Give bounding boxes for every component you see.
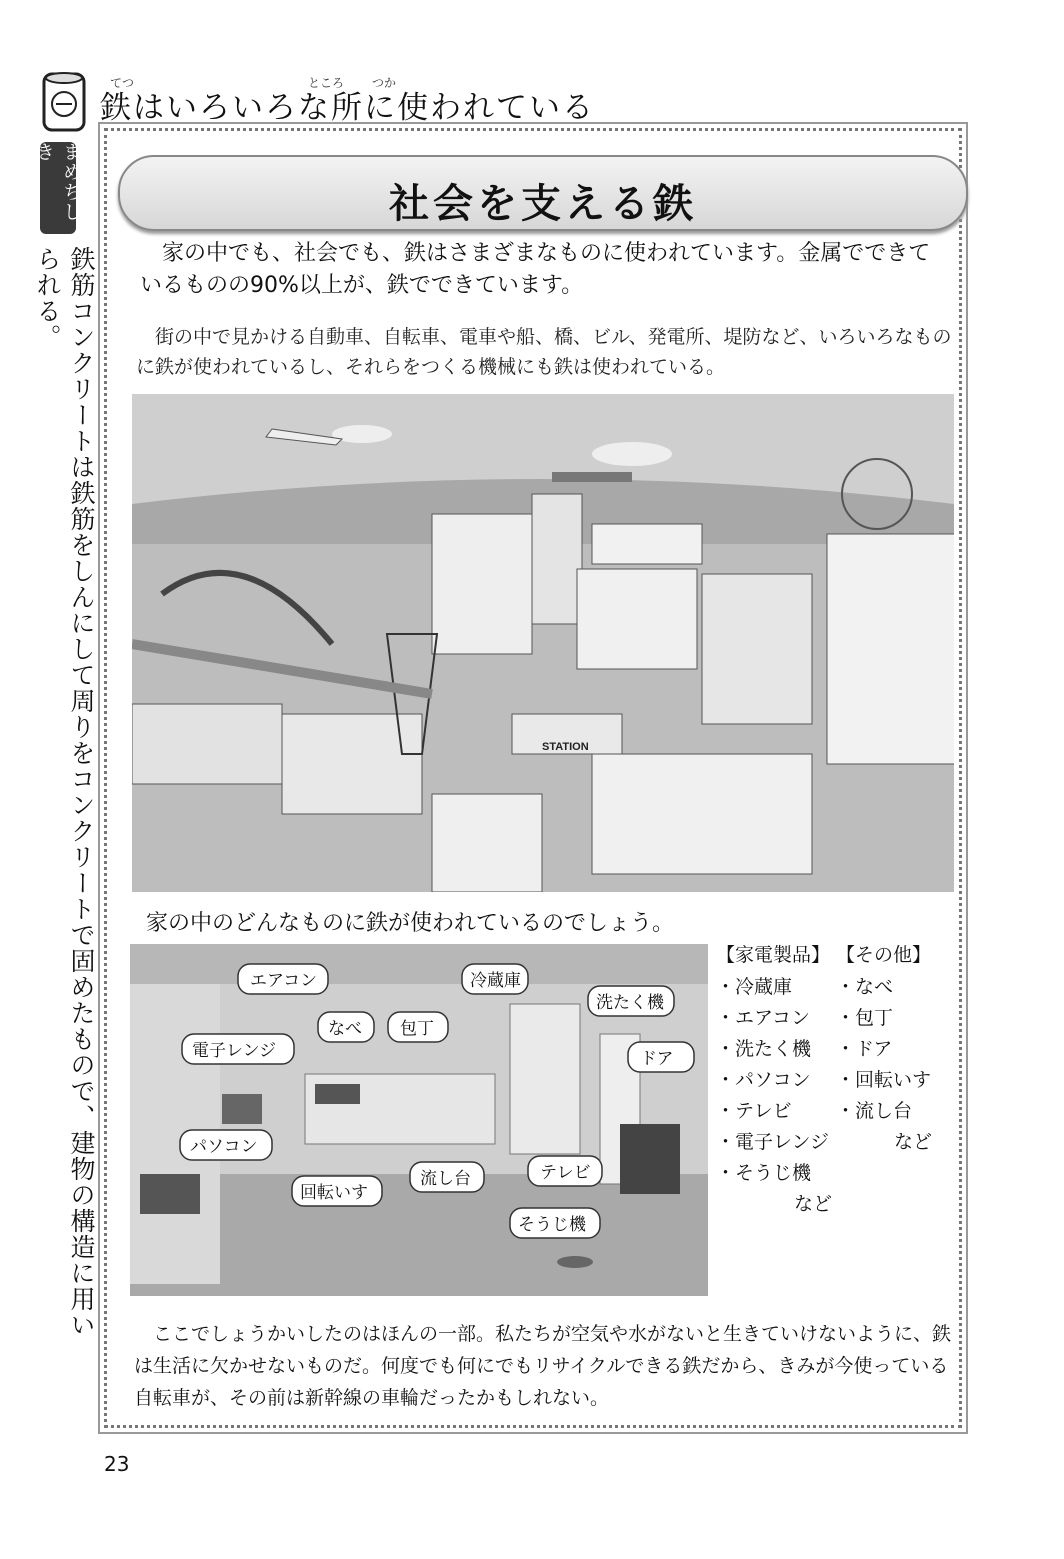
callout-sink xyxy=(410,1162,484,1192)
callout-washer xyxy=(588,986,674,1016)
other-list xyxy=(836,972,932,1158)
other-etc: など xyxy=(894,1131,933,1153)
list-item: ・電子レンジ xyxy=(716,1131,830,1153)
svg-text:そうじ機: そうじ機 xyxy=(518,1215,586,1234)
callout-pc xyxy=(180,1130,272,1160)
list-item: ・テレビ xyxy=(716,1100,792,1122)
svg-text:電子レンジ: 電子レンジ xyxy=(192,1041,277,1060)
city-illustration xyxy=(132,394,954,892)
callout-tv xyxy=(528,1156,602,1186)
station-sign: STATION xyxy=(542,741,589,753)
header-ruby-1: てつ xyxy=(110,76,135,90)
svg-text:洗たく機: 洗たく機 xyxy=(596,993,664,1012)
svg-text:包丁: 包丁 xyxy=(400,1019,434,1038)
section-title xyxy=(118,155,968,231)
svg-text:冷蔵庫: 冷蔵庫 xyxy=(470,971,521,990)
closing-paragraph: ここでしょうかいしたのはほんの一部。私たちが空気や水がないと生きていけないように、鉄は生活に欠かせないものだ。何度でも何にでもリサイクルできる鉄だから、きみが今使っている自転車が、その前は新幹線の車輪だったかもしれない。 xyxy=(134,1323,952,1409)
intro-text: 家の中でも、社会でも、鉄はさまざまなものに使われています。金属でできているものの90%以上が、鉄でできています。 xyxy=(140,241,931,298)
list-item: ・なべ xyxy=(836,976,894,998)
page-number: 23 xyxy=(104,1452,130,1476)
callout-vacuum xyxy=(510,1208,600,1238)
svg-text:ドア: ドア xyxy=(640,1049,674,1068)
home-question: 家の中のどんなものに鉄が使われているのでしょう。 xyxy=(146,911,675,936)
svg-text:パソコン: パソコン xyxy=(190,1137,258,1156)
list-item: ・洗たく機 xyxy=(716,1038,812,1060)
callout-knife xyxy=(388,1012,448,1042)
svg-text:テレビ: テレビ xyxy=(540,1163,591,1182)
list-item: ・回転いす xyxy=(836,1069,932,1091)
svg-text:流し台: 流し台 xyxy=(420,1169,471,1188)
list-item: ・流し台 xyxy=(836,1100,913,1122)
header-ruby-3: つか xyxy=(372,76,397,90)
appliances-header: 【家電製品】 xyxy=(716,944,831,966)
list-item: ・包丁 xyxy=(836,1007,894,1029)
page-header-title: 鉄はいろいろな所に使われている xyxy=(100,90,595,126)
header-ruby-2: ところ xyxy=(308,76,345,90)
sidebar-tab: まめちしき xyxy=(40,142,76,234)
callout-pot xyxy=(318,1012,374,1042)
steel-can-icon xyxy=(40,70,88,134)
svg-text:なべ: なべ xyxy=(328,1019,362,1038)
callout-fridge xyxy=(462,964,528,994)
list-item: ・そうじ機 xyxy=(716,1162,812,1184)
list-item: ・パソコン xyxy=(716,1069,811,1091)
list-item: ・ドア xyxy=(836,1038,893,1060)
appliances-etc: など xyxy=(794,1193,833,1215)
sidebar-note: 鉄筋コンクリートは鉄筋をしんにして周りをコンクリートで固めたもので、建物の構造に用いられる。 xyxy=(33,246,96,1338)
callout-microwave xyxy=(182,1034,294,1064)
callout-chair xyxy=(292,1176,382,1206)
svg-text:エアコン: エアコン xyxy=(250,971,318,990)
callout-door xyxy=(628,1042,694,1072)
callout-aircon xyxy=(238,964,328,994)
appliances-list xyxy=(716,972,832,1220)
list-item: ・エアコン xyxy=(716,1007,811,1029)
body-paragraph: 街の中で見かける自動車、自転車、電車や船、橋、ビル、発電所、堤防など、いろいろなものに鉄が使われているし、それらをつくる機械にも鉄は使われている。 xyxy=(136,326,952,378)
list-item: ・冷蔵庫 xyxy=(716,976,793,998)
svg-text:回転いす: 回転いす xyxy=(300,1183,368,1202)
room-illustration xyxy=(130,944,708,1296)
other-header: 【その他】 xyxy=(836,944,932,966)
section-title-text: 社会を支える鉄 xyxy=(389,180,697,227)
